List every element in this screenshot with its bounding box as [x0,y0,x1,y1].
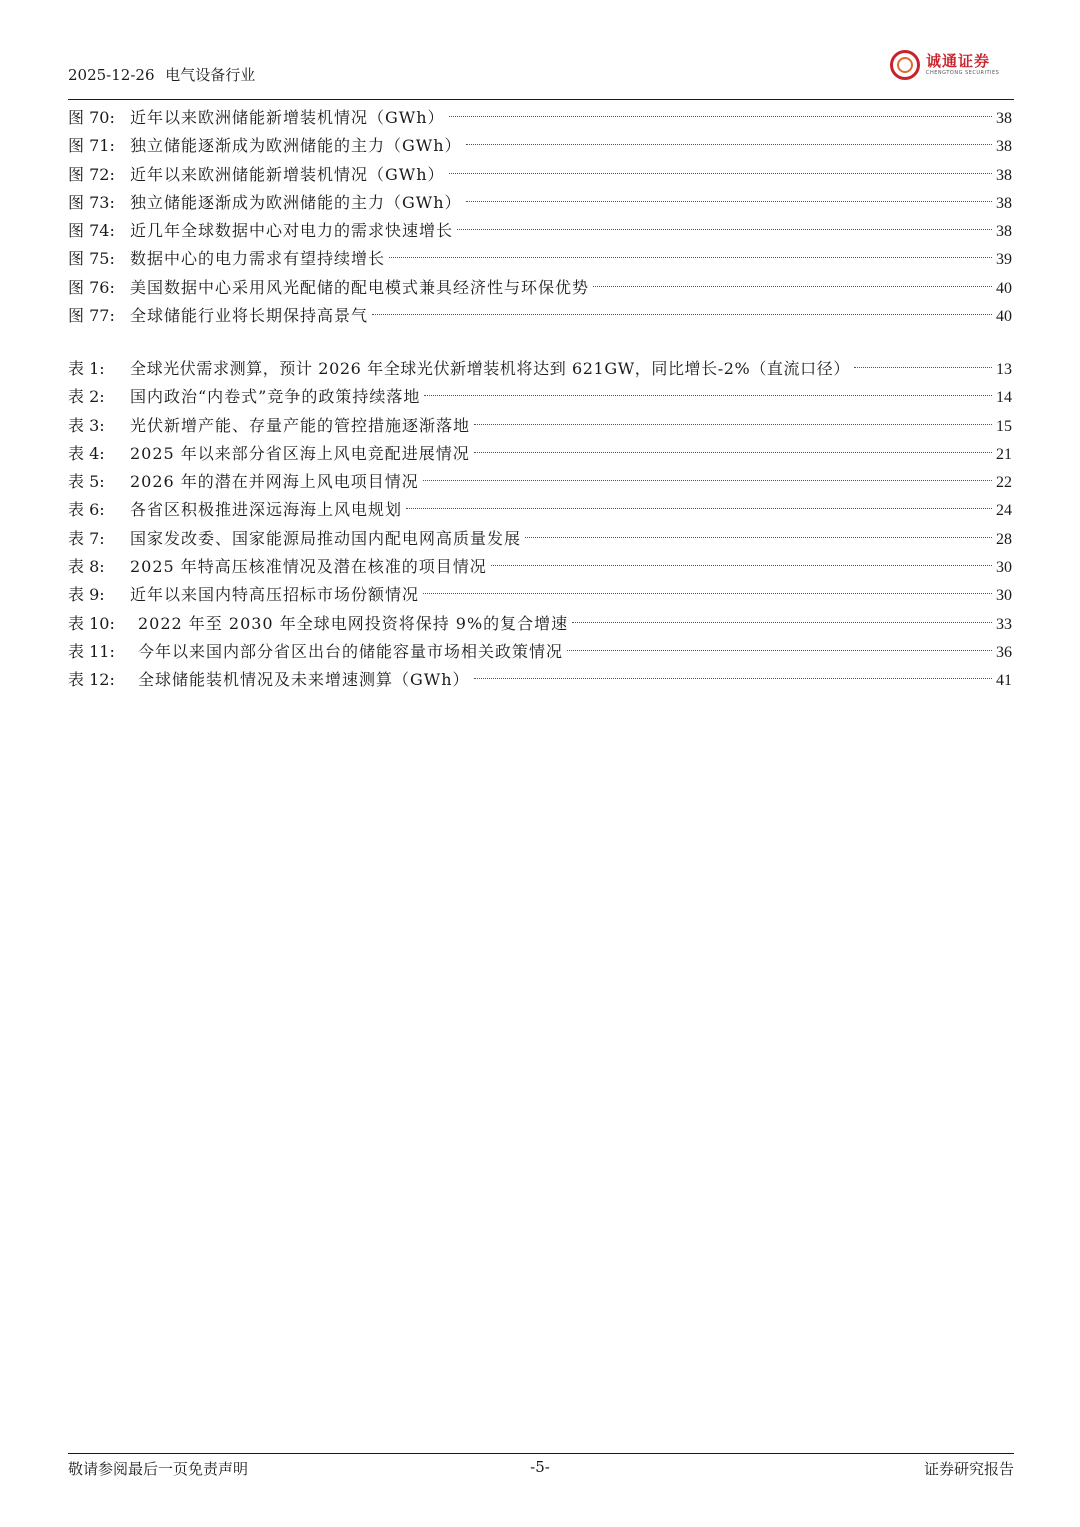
toc-title: 独立储能逐渐成为欧洲储能的主力（GWh） [130,192,462,212]
toc-row[interactable] [68,553,1012,581]
toc-page: 40 [996,279,1012,297]
toc-row[interactable] [68,302,1012,330]
toc-page: 28 [996,530,1012,548]
toc-leader [423,593,992,594]
toc-leader [491,565,992,566]
page-header [68,44,1014,100]
toc-page: 41 [996,672,1012,690]
toc-label: 表 3: [68,415,105,435]
toc-leader [567,650,992,651]
toc-label: 图 74: [68,221,115,241]
toc-label: 表 5: [68,472,105,492]
toc-row[interactable] [68,245,1012,273]
toc-leader [424,395,992,396]
toc-leader [466,144,992,145]
toc-leader [389,257,992,258]
toc-title: 2026 年的潜在并网海上风电项目情况 [130,472,419,492]
toc-label: 表 7: [68,528,105,548]
toc-row[interactable] [68,412,1012,440]
toc-page: 24 [996,502,1012,520]
toc-page: 36 [996,643,1012,661]
toc-row[interactable] [68,274,1012,302]
toc-title: 2025 年特高压核准情况及潜在核准的项目情况 [130,557,487,577]
toc-page: 33 [996,615,1012,633]
toc-leader [423,480,992,481]
toc-title: 全球储能装机情况及未来增速测算（GWh） [138,670,470,690]
page-number: -5- [530,1458,550,1476]
toc-page: 15 [996,417,1012,435]
toc-row[interactable] [68,496,1012,524]
toc-leader [474,452,992,453]
toc-page: 39 [996,251,1012,269]
toc-row[interactable] [68,610,1012,638]
toc-page: 13 [996,361,1012,378]
toc-title: 全球储能行业将长期保持高景气 [130,306,369,326]
table-list [68,355,1012,695]
toc-leader [572,622,992,623]
toc-label: 图 70: [68,108,115,127]
toc-leader [406,508,992,509]
logo-emblem-icon [890,50,920,80]
toc-page: 22 [996,474,1012,492]
figure-list [68,104,1012,330]
toc-title: 2022 年至 2030 年全球电网投资将保持 9%的复合增速 [138,613,569,633]
header-divider [68,99,1014,100]
toc-page: 38 [996,166,1012,184]
toc-title: 光伏新增产能、存量产能的管控措施逐渐落地 [130,415,471,435]
toc-label: 图 71: [68,136,115,156]
toc-label: 图 77: [68,306,115,326]
toc-row[interactable] [68,383,1012,411]
toc-row[interactable] [68,104,1012,132]
toc-title: 独立储能逐渐成为欧洲储能的主力（GWh） [130,136,462,156]
logo-name: 诚通证券 [926,52,991,70]
toc-title: 国家发改委、国家能源局推动国内配电网高质量发展 [130,528,522,548]
toc-label: 图 75: [68,249,115,269]
toc-label: 图 72: [68,164,115,184]
toc-label: 图 73: [68,192,115,212]
toc-row[interactable] [68,161,1012,189]
toc-page: 21 [996,445,1012,463]
toc-row[interactable] [68,638,1012,666]
toc-leader [593,286,992,287]
report-type: 证券研究报告 [923,1460,1014,1478]
toc-page: 30 [996,559,1012,577]
toc-row[interactable] [68,355,1012,383]
toc-page: 38 [996,194,1012,212]
toc-leader [466,201,992,202]
toc-title: 2025 年以来部分省区海上风电竞配进展情况 [130,443,470,463]
toc-page: 38 [996,110,1012,127]
toc-title: 今年以来国内部分省区出台的储能容量市场相关政策情况 [138,641,564,661]
toc-title: 各省区积极推进深远海海上风电规划 [130,500,403,520]
company-logo [890,48,1002,84]
toc-label: 图 76: [68,277,115,297]
toc-label: 表 12: [68,670,115,690]
toc-title: 美国数据中心采用风光配储的配电模式兼具经济性与环保优势 [130,277,590,297]
toc-label: 表 9: [68,585,105,605]
toc-leader [372,314,992,315]
header-info [68,64,261,85]
logo-subtitle: CHENGTONG SECURITIES [926,70,1000,76]
toc-row[interactable] [68,468,1012,496]
toc-label: 表 4: [68,443,105,463]
toc-row[interactable] [68,666,1012,694]
toc-leader [449,173,992,174]
toc-title: 国内政治“内卷式”竞争的政策持续落地 [130,387,421,407]
toc-leader [457,229,992,230]
toc-page: 14 [996,389,1012,407]
toc-title: 近几年全球数据中心对电力的需求快速增长 [130,221,454,241]
industry-name: 电气设备行业 [165,66,256,84]
toc-leader [525,537,992,538]
toc-label: 表 2: [68,387,105,407]
toc-title: 近年以来国内特高压招标市场份额情况 [130,585,420,605]
toc-page: 30 [996,587,1012,605]
toc-title: 数据中心的电力需求有望持续增长 [130,249,386,269]
footer-divider [68,1453,1014,1454]
toc-row[interactable] [68,217,1012,245]
report-date: 2025-12-26 [68,66,155,84]
toc-title: 全球光伏需求测算，预计 2026 年全球光伏新增装机将达到 621GW，同比增长-2%（直流口径） [130,359,850,378]
toc-label: 表 11: [68,641,115,661]
toc-leader [474,678,992,679]
toc-label: 表 8: [68,557,105,577]
toc-row[interactable] [68,440,1012,468]
toc-row[interactable] [68,581,1012,609]
toc-row[interactable] [68,189,1012,217]
toc-row[interactable] [68,525,1012,553]
toc-leader [474,424,992,425]
toc-label: 表 6: [68,500,105,520]
toc-label: 表 1: [68,359,105,378]
footer-disclaimer: 敬请参阅最后一页免责声明 [68,1460,249,1478]
toc-label: 表 10: [68,613,115,633]
toc-leader [854,367,992,368]
toc-page: 38 [996,223,1012,241]
toc-title: 近年以来欧洲储能新增装机情况（GWh） [130,108,445,127]
toc-page: 40 [996,308,1012,326]
toc-title: 近年以来欧洲储能新增装机情况（GWh） [130,164,445,184]
toc-page: 38 [996,138,1012,156]
toc-leader [449,116,992,117]
toc-row[interactable] [68,132,1012,160]
